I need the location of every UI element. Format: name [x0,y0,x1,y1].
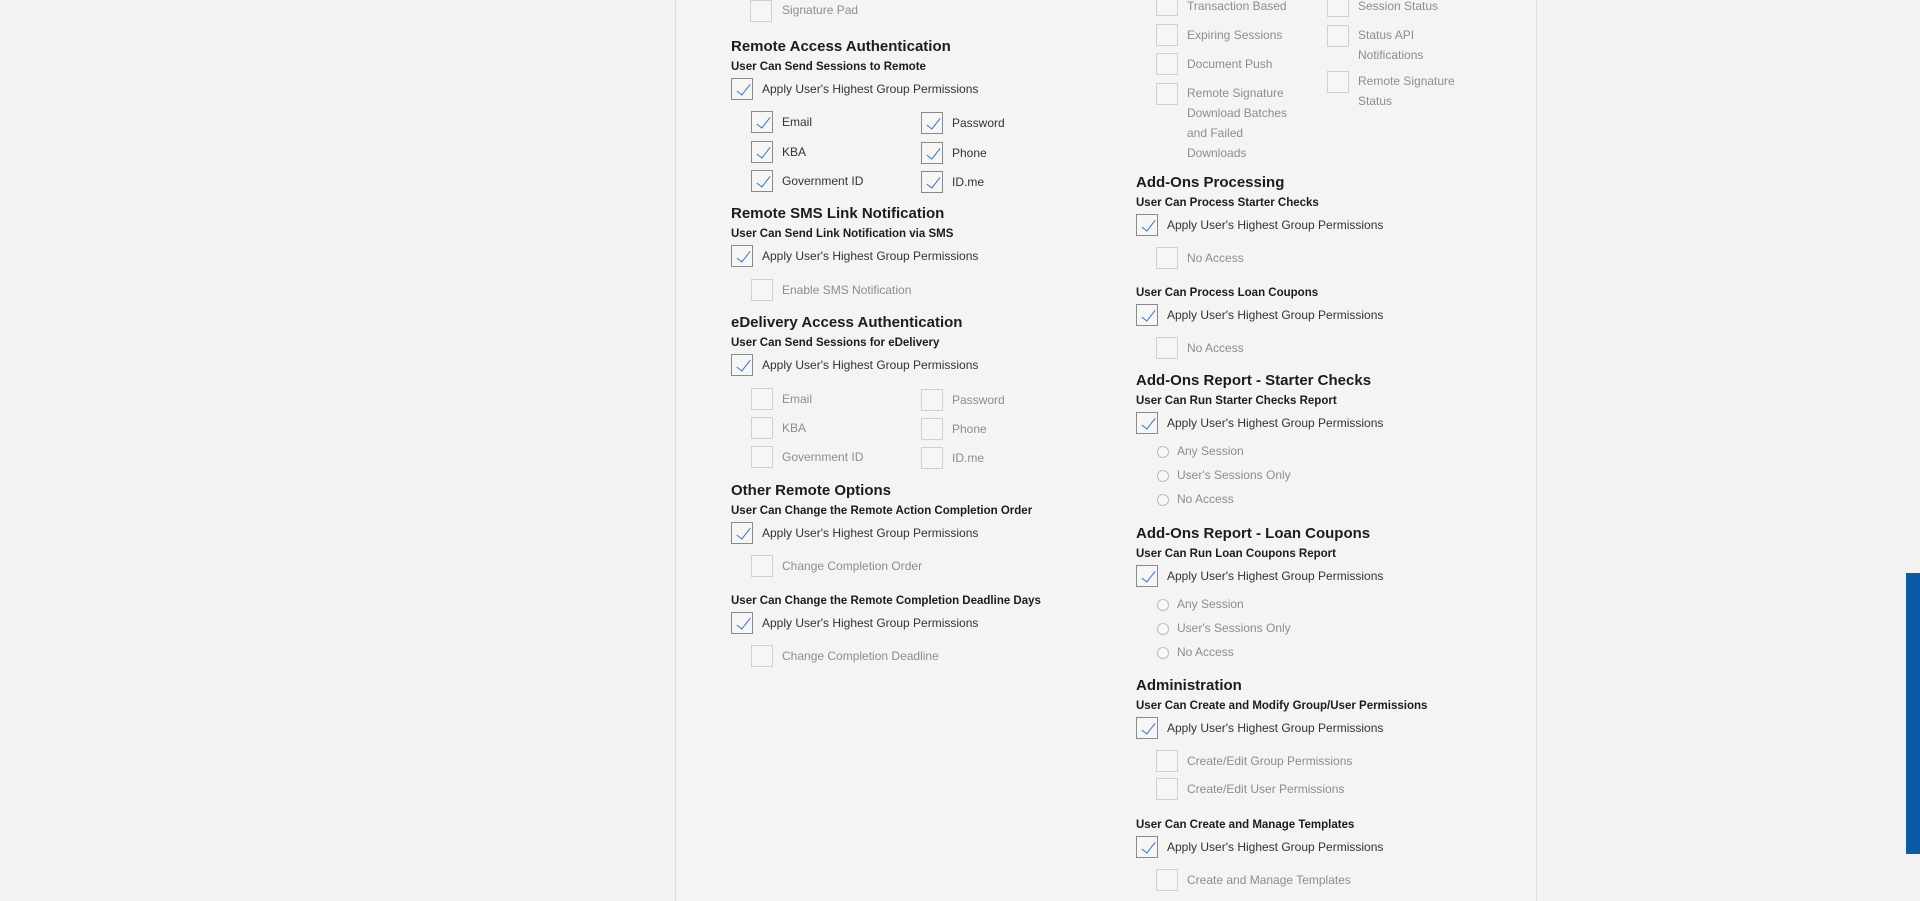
remote-password-checkbox[interactable] [921,112,943,134]
edelivery-apply-label: Apply User's Highest Group Permissions [762,358,979,372]
scrollbar-thumb[interactable] [1906,573,1920,854]
edelivery-heading: eDelivery Access Authentication [731,314,963,331]
user-permissions-checkbox[interactable] [1156,778,1178,800]
report-loan-no-access-radio[interactable] [1157,647,1169,659]
edelivery-email-label: Email [782,392,813,406]
edelivery-gov-id-label: Government ID [782,450,864,464]
report-loan-users-only-label: User's Sessions Only [1177,621,1291,635]
report-starter-any-label: Any Session [1177,444,1244,458]
remote-email-checkbox[interactable] [751,111,773,133]
change-order-checkbox[interactable] [751,555,773,577]
status-api-label: Status API Notifications [1358,28,1424,62]
group-permissions-checkbox[interactable] [1156,750,1178,772]
remote-access-heading: Remote Access Authentication [731,38,951,55]
transaction-based-checkbox[interactable] [1156,0,1178,16]
expiring-sessions-label: Expiring Sessions [1187,28,1283,42]
completion-order-apply-checkbox[interactable] [731,522,753,544]
edelivery-phone-label: Phone [952,422,987,436]
remote-sms-apply-checkbox[interactable] [731,245,753,267]
remote-access-subheading: User Can Send Sessions to Remote [731,61,926,73]
enable-sms-checkbox[interactable] [751,279,773,301]
starter-checks-no-access-checkbox[interactable] [1156,247,1178,269]
session-status-label: Session Status [1358,0,1439,13]
document-push-checkbox[interactable] [1156,53,1178,75]
edelivery-email-checkbox[interactable] [751,388,773,410]
completion-deadline-apply-checkbox[interactable] [731,612,753,634]
completion-deadline-apply-label: Apply User's Highest Group Permissions [762,616,979,630]
edelivery-idme-label: ID.me [952,451,985,465]
report-starter-users-only-radio[interactable] [1157,470,1169,482]
starter-checks-apply-label: Apply User's Highest Group Permissions [1167,218,1384,232]
addons-processing-heading: Add-Ons Processing [1136,174,1285,191]
edelivery-phone-checkbox[interactable] [921,418,943,440]
change-order-label: Change Completion Order [782,559,923,573]
document-push-label: Document Push [1187,57,1273,71]
report-loan-apply-label: Apply User's Highest Group Permissions [1167,569,1384,583]
remote-kba-checkbox[interactable] [751,141,773,163]
remote-access-apply-label: Apply User's Highest Group Permissions [762,82,979,96]
edelivery-password-label: Password [952,393,1005,407]
remote-password-label: Password [952,116,1005,130]
loan-coupons-no-access-checkbox[interactable] [1156,337,1178,359]
remote-email-label: Email [782,115,813,129]
transaction-based-label: Transaction Based [1187,0,1287,13]
signature-pad-label: Signature Pad [782,3,859,17]
expiring-sessions-checkbox[interactable] [1156,24,1178,46]
remote-idme-label: ID.me [952,175,985,189]
edelivery-idme-checkbox[interactable] [921,447,943,469]
signature-pad-checkbox[interactable] [750,0,772,22]
report-loan-subheading: User Can Run Loan Coupons Report [1136,548,1336,560]
edelivery-kba-label: KBA [782,421,807,435]
report-starter-no-access-label: No Access [1177,492,1234,506]
remote-kba-label: KBA [782,145,807,159]
edelivery-apply-checkbox[interactable] [731,354,753,376]
status-api-checkbox[interactable] [1327,25,1349,47]
remote-phone-checkbox[interactable] [921,142,943,164]
loan-coupons-subheading: User Can Process Loan Coupons [1136,287,1319,299]
report-starter-no-access-radio[interactable] [1157,494,1169,506]
remote-idme-checkbox[interactable] [921,171,943,193]
manage-templates-label: Create and Manage Templates [1187,873,1351,887]
enable-sms-label: Enable SMS Notification [782,283,912,297]
completion-deadline-subheading: User Can Change the Remote Completion Deadline Days [731,595,1041,607]
permissions-subheading: User Can Create and Modify Group/User Permissions [1136,700,1428,712]
other-remote-heading: Other Remote Options [731,482,892,499]
permissions-apply-checkbox[interactable] [1136,717,1158,739]
edelivery-password-checkbox[interactable] [921,389,943,411]
remote-sig-status-label: Remote Signature Status [1358,74,1455,108]
report-starter-heading: Add-Ons Report - Starter Checks [1136,372,1372,389]
starter-checks-subheading: User Can Process Starter Checks [1136,197,1319,209]
remote-sig-download-checkbox[interactable] [1156,83,1178,105]
permissions-apply-label: Apply User's Highest Group Permissions [1167,721,1384,735]
administration-heading: Administration [1136,677,1242,694]
report-starter-apply-label: Apply User's Highest Group Permissions [1167,416,1384,430]
loan-coupons-apply-label: Apply User's Highest Group Permissions [1167,308,1384,322]
templates-apply-label: Apply User's Highest Group Permissions [1167,840,1384,854]
starter-checks-apply-checkbox[interactable] [1136,214,1158,236]
remote-sms-apply-label: Apply User's Highest Group Permissions [762,249,979,263]
edelivery-subheading: User Can Send Sessions for eDelivery [731,337,940,349]
loan-coupons-no-access-label: No Access [1187,341,1244,355]
report-starter-apply-checkbox[interactable] [1136,412,1158,434]
templates-apply-checkbox[interactable] [1136,836,1158,858]
user-permissions-label: Create/Edit User Permissions [1187,782,1345,796]
remote-access-apply-checkbox[interactable] [731,78,753,100]
remote-sig-status-checkbox[interactable] [1327,71,1349,93]
edelivery-gov-id-checkbox[interactable] [751,446,773,468]
report-loan-no-access-label: No Access [1177,645,1234,659]
starter-checks-no-access-label: No Access [1187,251,1244,265]
report-starter-any-radio[interactable] [1157,446,1169,458]
remote-sig-download-label: Remote Signature Download Batches and Failed Downloads [1187,86,1288,160]
report-loan-any-label: Any Session [1177,597,1244,611]
completion-order-subheading: User Can Change the Remote Action Completion Order [731,505,1033,517]
completion-order-apply-label: Apply User's Highest Group Permissions [762,526,979,540]
report-starter-subheading: User Can Run Starter Checks Report [1136,395,1337,407]
remote-gov-id-label: Government ID [782,174,864,188]
session-status-checkbox[interactable] [1327,0,1349,17]
manage-templates-checkbox[interactable] [1156,869,1178,891]
change-deadline-checkbox[interactable] [751,645,773,667]
report-loan-apply-checkbox[interactable] [1136,565,1158,587]
remote-gov-id-checkbox[interactable] [751,170,773,192]
edelivery-kba-checkbox[interactable] [751,417,773,439]
remote-phone-label: Phone [952,146,987,160]
group-permissions-label: Create/Edit Group Permissions [1187,754,1353,768]
loan-coupons-apply-checkbox[interactable] [1136,304,1158,326]
remote-sms-subheading: User Can Send Link Notification via SMS [731,228,954,240]
report-loan-users-only-radio[interactable] [1157,623,1169,635]
report-loan-any-radio[interactable] [1157,599,1169,611]
templates-subheading: User Can Create and Manage Templates [1136,819,1355,831]
report-loan-heading: Add-Ons Report - Loan Coupons [1136,525,1371,542]
report-starter-users-only-label: User's Sessions Only [1177,468,1291,482]
change-deadline-label: Change Completion Deadline [782,649,939,663]
remote-sms-heading: Remote SMS Link Notification [731,205,945,222]
